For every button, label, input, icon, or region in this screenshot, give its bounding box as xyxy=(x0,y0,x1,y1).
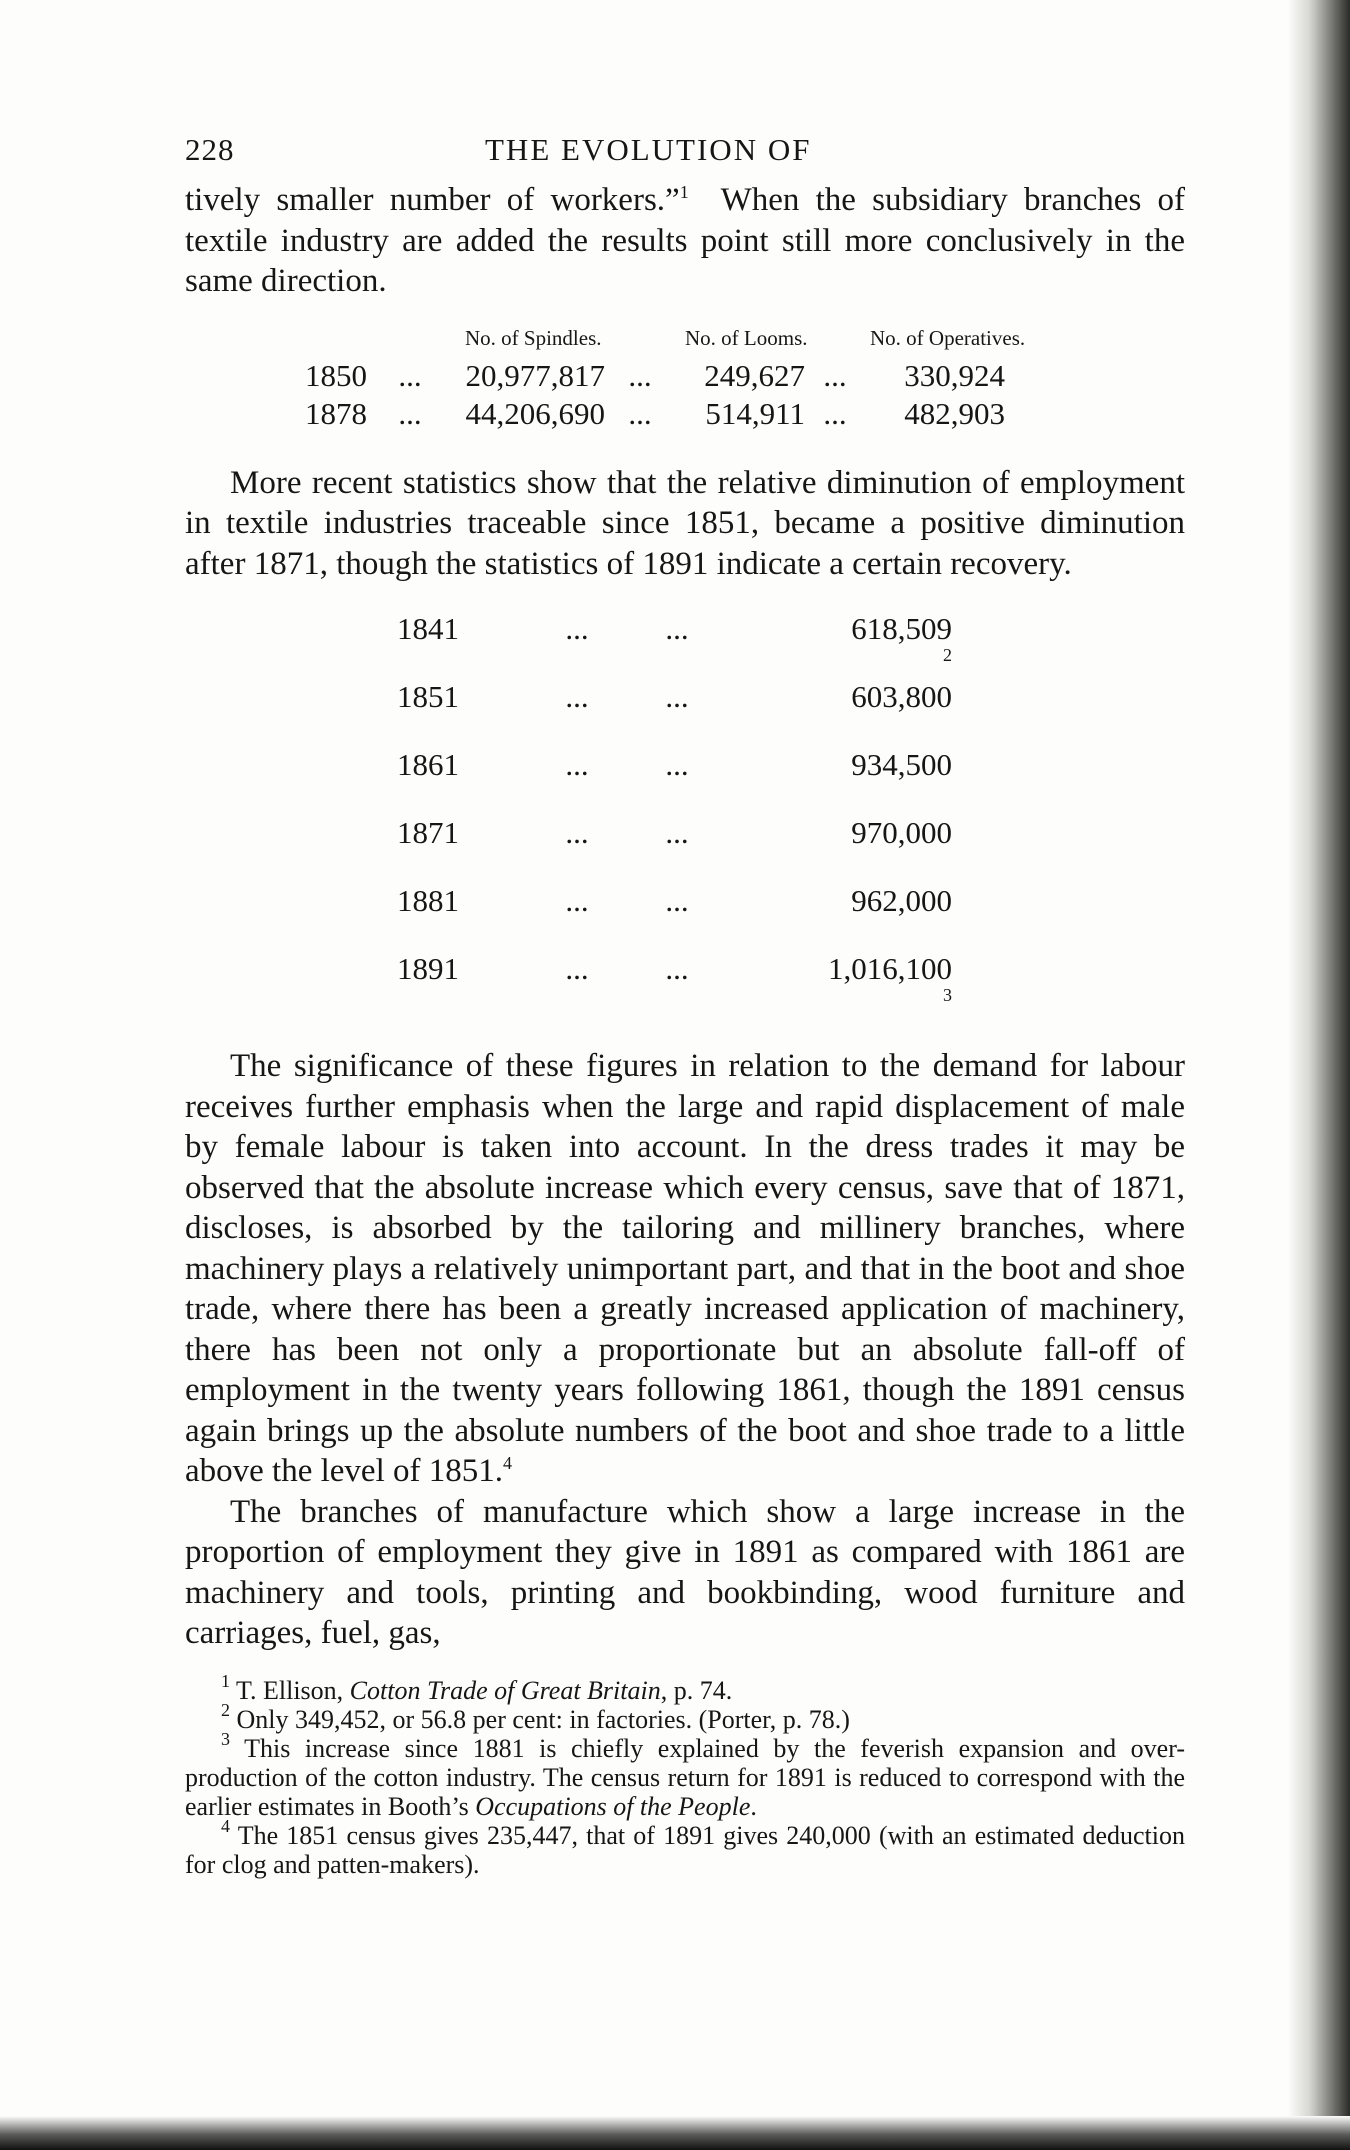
table-row: 1871 ... ... 970,000 xyxy=(397,815,952,850)
para1-quote-end: tively smaller number of workers.” xyxy=(185,182,680,218)
footnote-ref-3: 3 xyxy=(943,985,952,1005)
textile-table-header xyxy=(185,326,1185,351)
footnote-2: $^2$ Only 349,452, or 56.8 per cent: in factories. (Porter, p. 78.) xyxy=(221,1699,850,1734)
footnote-ref-4: 4 xyxy=(502,1453,512,1473)
textile-table xyxy=(185,326,1185,433)
para1-text: When the subsidiary branches of textile industry are added the results point still more conclusively in the same direction. xyxy=(185,182,1186,299)
header-looms: No. of Looms. xyxy=(685,325,808,350)
table-row: 1878 ... 44,206,690 ... 514,911 ... 482,903 xyxy=(305,395,1005,431)
table-row: 1850 ... 20,977,817 ... 249,627 ... 330,924 xyxy=(305,357,1005,393)
footnote-ref-1: 1 xyxy=(679,182,689,202)
running-header xyxy=(185,120,1185,180)
table-row: 1841 ... ... 618,509 $^2$ xyxy=(397,611,952,665)
footnote-4: $^4$ The 1851 census gives 235,447, that of 1891 gives 240,000 (with an estimated deduction for clog and patten-makers). xyxy=(185,1815,1186,1879)
footnote-1: $^1$ T. Ellison, Cotton Trade of Great Britain, p. 74. xyxy=(221,1670,733,1705)
running-title: THE EVOLUTION OF xyxy=(485,132,812,167)
table-row: 1881 ... ... 962,000 xyxy=(397,883,952,918)
table-row: 1891 ... ... 1,016,100 $^3$ xyxy=(397,951,952,1005)
employment-table xyxy=(185,612,1185,1020)
paragraph-2: More recent statistics show that the relative diminution of employment in textile industries traceable since 1851, became a positive diminution after 1871, though the statistics of 1891 indicate a certain recovery. xyxy=(185,464,1185,582)
footnote-ref-2: 2 xyxy=(943,645,952,665)
footnotes xyxy=(185,1670,1186,1879)
page-number: 228 xyxy=(185,132,235,167)
table-row: 1861 ... ... 934,500 xyxy=(397,747,952,782)
page-edge-shadow xyxy=(1288,0,1350,2150)
header-operatives: No. of Operatives. xyxy=(870,325,1026,350)
page-bottom-shadow xyxy=(0,2116,1350,2150)
paragraph-3: The significance of these figures in relation to the demand for labour receives further emphasis when the large and rapid displacement of male by female labour is taken into account. In the dress trades it may be observed that the absolute increase which every census, save that of 1871, discloses, is absorbed by the tailoring and millinery branches, where machinery plays a relatively unimportant part, and that in the boot and shoe trade, where there has been a greatly increased application of machinery, there has been not only a proportionate but an absolute fall-off of employment in the twenty years following 1861, though the 1891 census again brings up the absolute numbers of the boot and shoe trade to a little above the level of 1851.$^4$ xyxy=(185,1048,1185,1489)
header-spindles: No. of Spindles. xyxy=(465,325,602,350)
footnote-3: $^3$ This increase since 1881 is chiefly explained by the feverish expansion and over-production of the cotton industry. The census return for 1891 is reduced to correspond with the earlier estimates in Booth’s Occupations of the People. xyxy=(185,1728,1186,1821)
paragraph-1 xyxy=(185,180,1185,302)
table-row: 1851 ... ... 603,800 xyxy=(397,679,952,714)
book-page xyxy=(185,120,1185,1879)
paragraph-4: The branches of manufacture which show a large increase in the proportion of employment they give in 1891 as compared with 1861 are machinery and tools, printing and bookbinding, wood furniture and carriages, fuel, gas, xyxy=(185,1493,1185,1651)
